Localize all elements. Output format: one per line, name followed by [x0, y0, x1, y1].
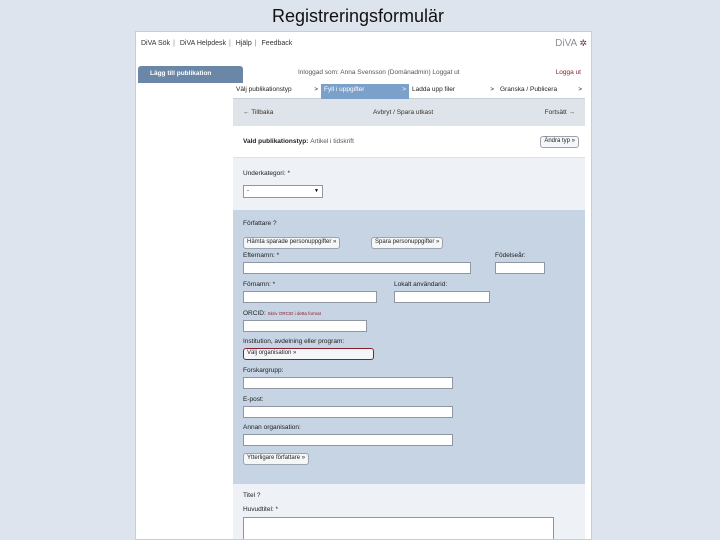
other-org-input[interactable] — [243, 434, 453, 446]
chevron-right-icon: > — [490, 86, 494, 93]
browser-screenshot — [135, 31, 592, 540]
other-org-label: Annan organisation: — [243, 424, 301, 431]
firstname-label: Förnamn: * — [243, 281, 276, 288]
fetch-saved-person-button[interactable]: Hämta sparade personuppgifter » — [243, 237, 340, 249]
title-heading: Titel ? — [243, 492, 261, 499]
email-label: E-post: — [243, 396, 264, 403]
step-bar — [233, 84, 585, 99]
back-button[interactable]: ← Tillbaka — [243, 109, 274, 116]
subcategory-label: Underkategori: * — [243, 170, 290, 177]
publication-type-label: Vald publikationstyp: Artikel i tidskrift — [243, 138, 354, 145]
choose-organisation-button[interactable]: Välj organisation » — [243, 348, 374, 360]
continue-button[interactable]: Fortsätt → — [544, 109, 575, 116]
step-fill-details[interactable]: Fyll i uppgifter > — [321, 84, 409, 99]
logout-link[interactable]: Logga ut — [555, 69, 581, 76]
email-input[interactable] — [243, 406, 453, 418]
institution-label: Institution, avdelning eller program: — [243, 338, 345, 345]
firstname-input[interactable] — [243, 291, 377, 303]
dropdown-arrow-icon: ▼ — [314, 188, 319, 194]
lastname-input[interactable] — [243, 262, 471, 274]
chevron-right-icon: > — [578, 86, 582, 93]
slide-title: Registreringsformulär — [271, 6, 445, 26]
publication-type-section — [233, 126, 585, 158]
birthyear-input[interactable] — [495, 262, 545, 274]
sidebar-tab-add-publication[interactable]: Lägg till publikation — [138, 66, 243, 83]
step-review-publish[interactable]: Granska / Publicera > — [497, 84, 585, 99]
more-authors-button[interactable]: Ytterligare författare » — [243, 453, 309, 465]
main-title-textarea[interactable] — [243, 517, 554, 540]
form-nav-bar — [233, 99, 585, 126]
login-info: Inloggad som: Anna Svensson (Domänadmin) Loggat ut — [298, 69, 460, 76]
diva-logo-icon: ✲ — [579, 38, 587, 48]
birthyear-label: Födelseår: — [495, 252, 526, 259]
top-links: DiVA Sök | DiVA Helpdesk | Hjälp | Feedback — [141, 40, 293, 47]
save-person-button[interactable]: Spara personuppgifter » — [371, 237, 443, 249]
step-choose-type[interactable]: Välj publikationstyp > — [233, 84, 321, 99]
subcategory-select[interactable]: - ▼ — [243, 185, 323, 198]
research-group-input[interactable] — [243, 377, 453, 389]
step-upload-files[interactable]: Ladda upp filer > — [409, 84, 497, 99]
title-section — [233, 484, 585, 540]
chevron-right-icon: > — [402, 86, 406, 93]
publication-type-value: Artikel i tidskrift — [310, 138, 354, 145]
chevron-right-icon: > — [314, 86, 318, 93]
diva-logo: DiVA ✲ — [555, 38, 587, 49]
subcategory-section — [233, 158, 585, 210]
top-link-helpdesk[interactable]: DiVA Helpdesk — [179, 40, 227, 47]
change-type-button[interactable]: Ändra typ » — [540, 136, 579, 148]
author-heading: Författare ? — [243, 220, 277, 227]
top-link-feedback[interactable]: Feedback — [261, 40, 293, 47]
local-user-input[interactable] — [394, 291, 490, 303]
orcid-label: ORCID: Skriv ORCID i detta format — [243, 310, 321, 317]
top-link-help[interactable]: Hjälp — [235, 40, 252, 47]
top-link-search[interactable]: DiVA Sök — [141, 40, 171, 47]
author-section — [233, 210, 585, 484]
cancel-save-draft-button[interactable]: Avbryt / Spara utkast — [373, 109, 434, 116]
lastname-label: Efternamn: * — [243, 252, 280, 259]
orcid-input[interactable] — [243, 320, 367, 332]
research-group-label: Forskargrupp: — [243, 367, 284, 374]
orcid-hint: Skriv ORCID i detta format — [267, 311, 321, 316]
main-title-label: Huvudtitel: * — [243, 506, 279, 513]
local-user-label: Lokalt användarid: — [394, 281, 448, 288]
